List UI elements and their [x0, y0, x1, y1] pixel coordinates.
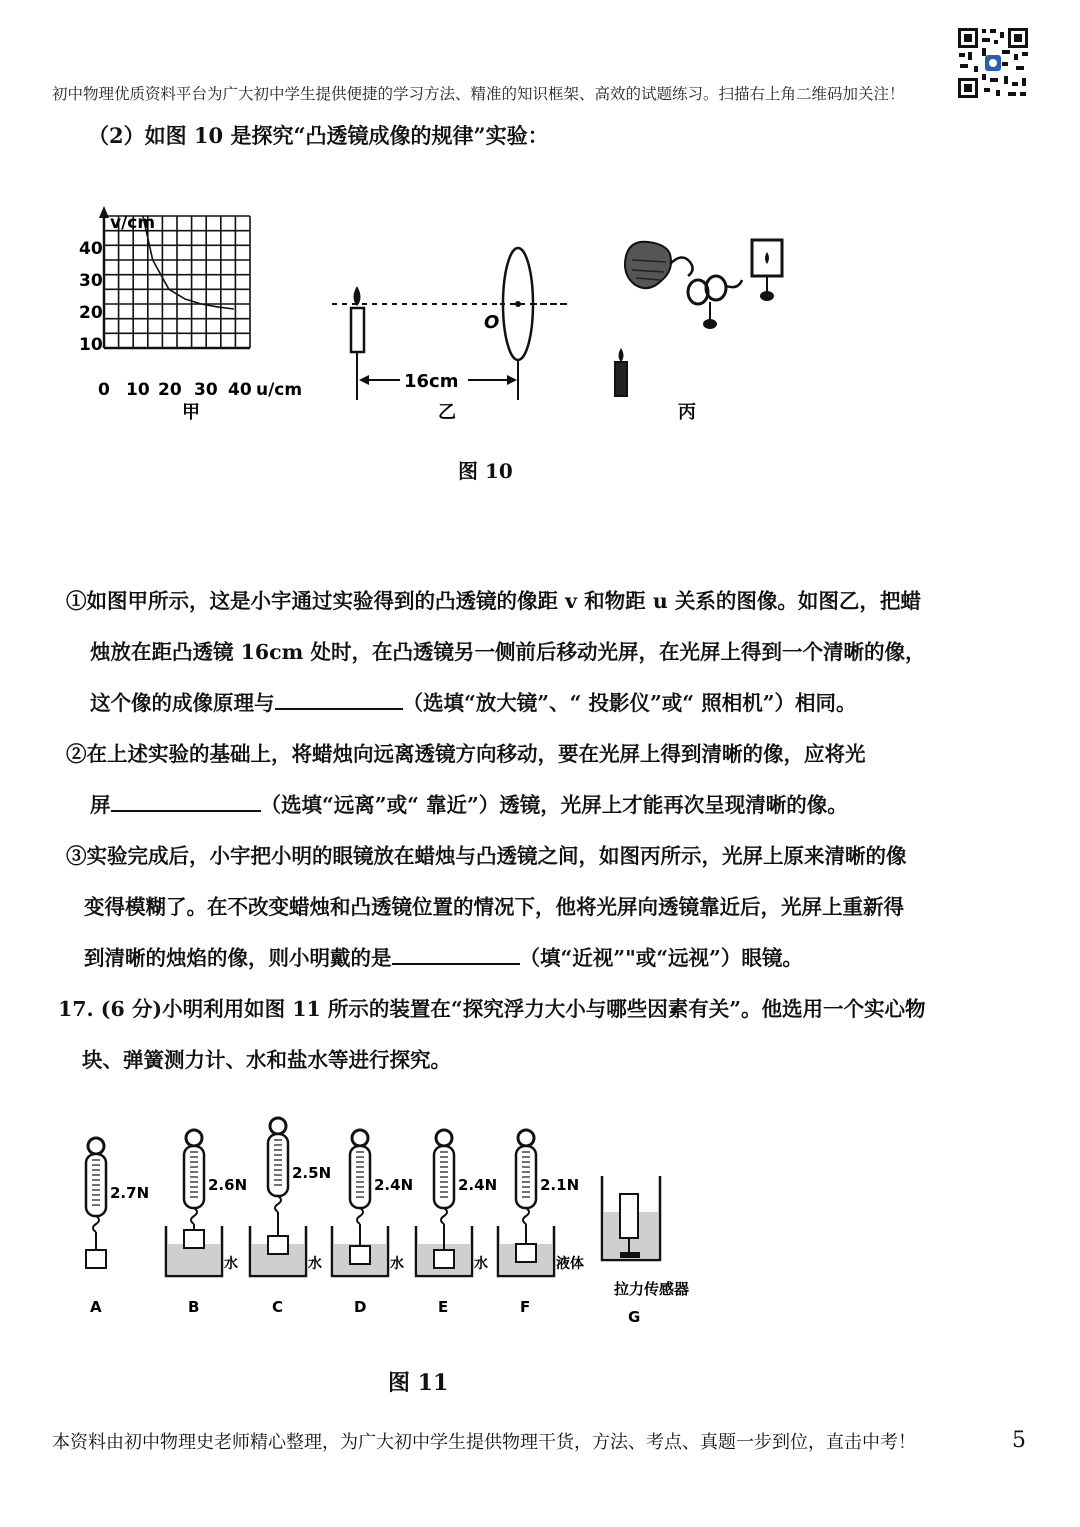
- liquid-label: 水: [308, 1256, 322, 1272]
- panel-label: G: [628, 1308, 641, 1326]
- liquid-label: 水: [474, 1256, 488, 1272]
- panel-label: C: [272, 1298, 284, 1316]
- y-tick-label: 40: [79, 239, 103, 259]
- text-line: 变得模糊了。在不改变蜡烛和凸透镜位置的情况下，他将光屏向透镜靠近后，光屏上重新得: [84, 895, 904, 919]
- figure-11-caption: 图 11: [388, 1370, 449, 1396]
- panel-yi-setup: [332, 248, 570, 423]
- text-fragment: （选填“放大镜”、“ 投影仪”或“ 照相机”）相同。: [402, 691, 857, 715]
- scale-ring-icon: [88, 1138, 104, 1154]
- liquid-label: 水: [390, 1256, 404, 1272]
- text-fragment: 屏: [90, 793, 111, 817]
- lens-center-label: O: [484, 312, 500, 333]
- x-tick-label: 0: [98, 380, 110, 400]
- answer-blank-3[interactable]: [392, 941, 520, 965]
- y-axis-label: v/cm: [110, 213, 156, 233]
- hand-icon: [625, 242, 671, 288]
- figure-11: [70, 1108, 710, 1328]
- text-line: [66, 780, 866, 831]
- question-17: [58, 984, 925, 1086]
- y-tick-label: 20: [79, 303, 103, 323]
- y-axis-arrow-icon: [99, 206, 109, 218]
- scale-reading: 2.1N: [540, 1176, 580, 1194]
- q16-item-1: [66, 576, 925, 729]
- text-fragment: （选填“远离”或“ 靠近”）透镜，光屏上才能再次呈现清晰的像。: [260, 793, 848, 817]
- hook-icon: [191, 1208, 197, 1224]
- lens-stand-base-icon: [703, 319, 717, 329]
- x-tick-label: 20: [158, 380, 182, 400]
- hook-icon: [441, 1208, 447, 1224]
- panel-label: E: [438, 1298, 449, 1316]
- glasses-arm-icon: [670, 257, 693, 276]
- scale-ring-icon: [436, 1130, 452, 1146]
- hook-icon: [275, 1196, 281, 1212]
- qr-code-icon[interactable]: [956, 26, 1030, 100]
- scale-ring-icon: [518, 1130, 534, 1146]
- block-icon: [86, 1250, 106, 1268]
- x-axis-label: u/cm: [256, 380, 303, 400]
- question-part-heading: （2）如图 10 是探究“凸透镜成像的规律”实验：: [88, 123, 549, 148]
- x-tick-label: 30: [194, 380, 218, 400]
- sensor-icon: [620, 1252, 640, 1258]
- footer-text: 本资料由初中物理史老师精心整理，为广大初中学生提供物理干货，方法、考点、真题一步到位，直击中考！: [52, 1432, 916, 1453]
- text-line: [66, 678, 925, 729]
- text-fragment: 这个像的成像原理与: [90, 691, 275, 715]
- text-line: ①如图甲所示，这是小宇通过实验得到的凸透镜的像距 v 和物距 u 关系的图像。如图乙，把蜡: [66, 589, 921, 613]
- text-line: 块、弹簧测力计、水和盐水等进行探究。: [82, 1048, 451, 1072]
- block-icon: [434, 1250, 454, 1268]
- screen-stand-base-icon: [760, 291, 774, 301]
- arrow-left-icon: [359, 375, 369, 385]
- panel-label: D: [354, 1298, 367, 1316]
- block-icon: [350, 1246, 370, 1264]
- panel-label-bing: 丙: [678, 402, 696, 423]
- y-tick-label: 30: [79, 271, 103, 291]
- text-line: [66, 933, 907, 984]
- answer-blank-1[interactable]: [275, 686, 403, 710]
- liquid-label: 液体: [556, 1256, 584, 1272]
- block-icon: [516, 1244, 536, 1262]
- candle-icon: [615, 362, 627, 396]
- block-icon: [268, 1236, 288, 1254]
- hook-icon: [357, 1208, 363, 1224]
- scale-ring-icon: [352, 1130, 368, 1146]
- text-line: 烛放在距凸透镜 16cm 处时，在凸透镜另一侧前后移动光屏，在光屏上得到一个清晰的像，: [90, 640, 926, 664]
- panel-label: A: [90, 1298, 102, 1316]
- text-line: ③实验完成后，小宇把小明的眼镜放在蜡烛与凸透镜之间，如图丙所示，光屏上原来清晰的像: [66, 844, 907, 868]
- panel-label: B: [188, 1298, 200, 1316]
- page-number: 5: [1012, 1428, 1026, 1453]
- header-banner: 初中物理优质资料平台为广大初中学生提供便捷的学习方法、精准的知识框架、高效的试题练习。扫描右上角二维码加关注！: [52, 85, 905, 103]
- glasses-arm-right-icon: [726, 280, 742, 287]
- candle-flame-icon: [619, 348, 624, 362]
- graph-grid: [104, 216, 250, 348]
- scale-ring-icon: [186, 1130, 202, 1146]
- candle-icon: [351, 308, 364, 352]
- scale-reading: 2.5N: [292, 1164, 332, 1182]
- scale-reading: 2.7N: [110, 1184, 150, 1202]
- block-icon: [620, 1194, 638, 1238]
- arrow-right-icon: [507, 375, 517, 385]
- panel-label: F: [520, 1298, 531, 1316]
- q16-item-2: [66, 729, 866, 831]
- liquid-label: 水: [224, 1256, 238, 1272]
- text-fragment: （填“近视”"或“远视”）眼镜。: [519, 946, 803, 970]
- q16-item-3: [66, 831, 907, 984]
- answer-blank-2[interactable]: [111, 788, 261, 812]
- panel-label-jia: 甲: [182, 402, 200, 423]
- text-line: 17. (6 分)小明利用如图 11 所示的装置在“探究浮力大小与哪些因素有关”。他选用一个实心物: [58, 997, 926, 1021]
- panel-label-yi: 乙: [438, 402, 456, 423]
- y-tick-label: 10: [79, 335, 103, 355]
- figure-10: [70, 200, 810, 440]
- figure-10-caption: 图 10: [458, 459, 513, 483]
- sensor-label: 拉力传感器: [614, 1280, 690, 1298]
- text-line: ②在上述实验的基础上，将蜡烛向远离透镜方向移动，要在光屏上得到清晰的像，应将光: [66, 742, 866, 766]
- hook-icon: [93, 1216, 99, 1232]
- scale-reading: 2.6N: [208, 1176, 248, 1194]
- scale-reading: 2.4N: [458, 1176, 498, 1194]
- lens-center-dot: [515, 301, 521, 307]
- scale-ring-icon: [270, 1118, 286, 1134]
- panel-bing-setup: [615, 240, 782, 423]
- block-icon: [184, 1230, 204, 1248]
- x-tick-label: 40: [228, 380, 252, 400]
- x-tick-label: 10: [126, 380, 150, 400]
- hook-icon: [523, 1208, 529, 1224]
- text-fragment: 到清晰的烛焰的像，则小明戴的是: [84, 946, 392, 970]
- scale-reading: 2.4N: [374, 1176, 414, 1194]
- panel-jia-graph: [79, 206, 302, 423]
- distance-label: 16cm: [404, 371, 459, 392]
